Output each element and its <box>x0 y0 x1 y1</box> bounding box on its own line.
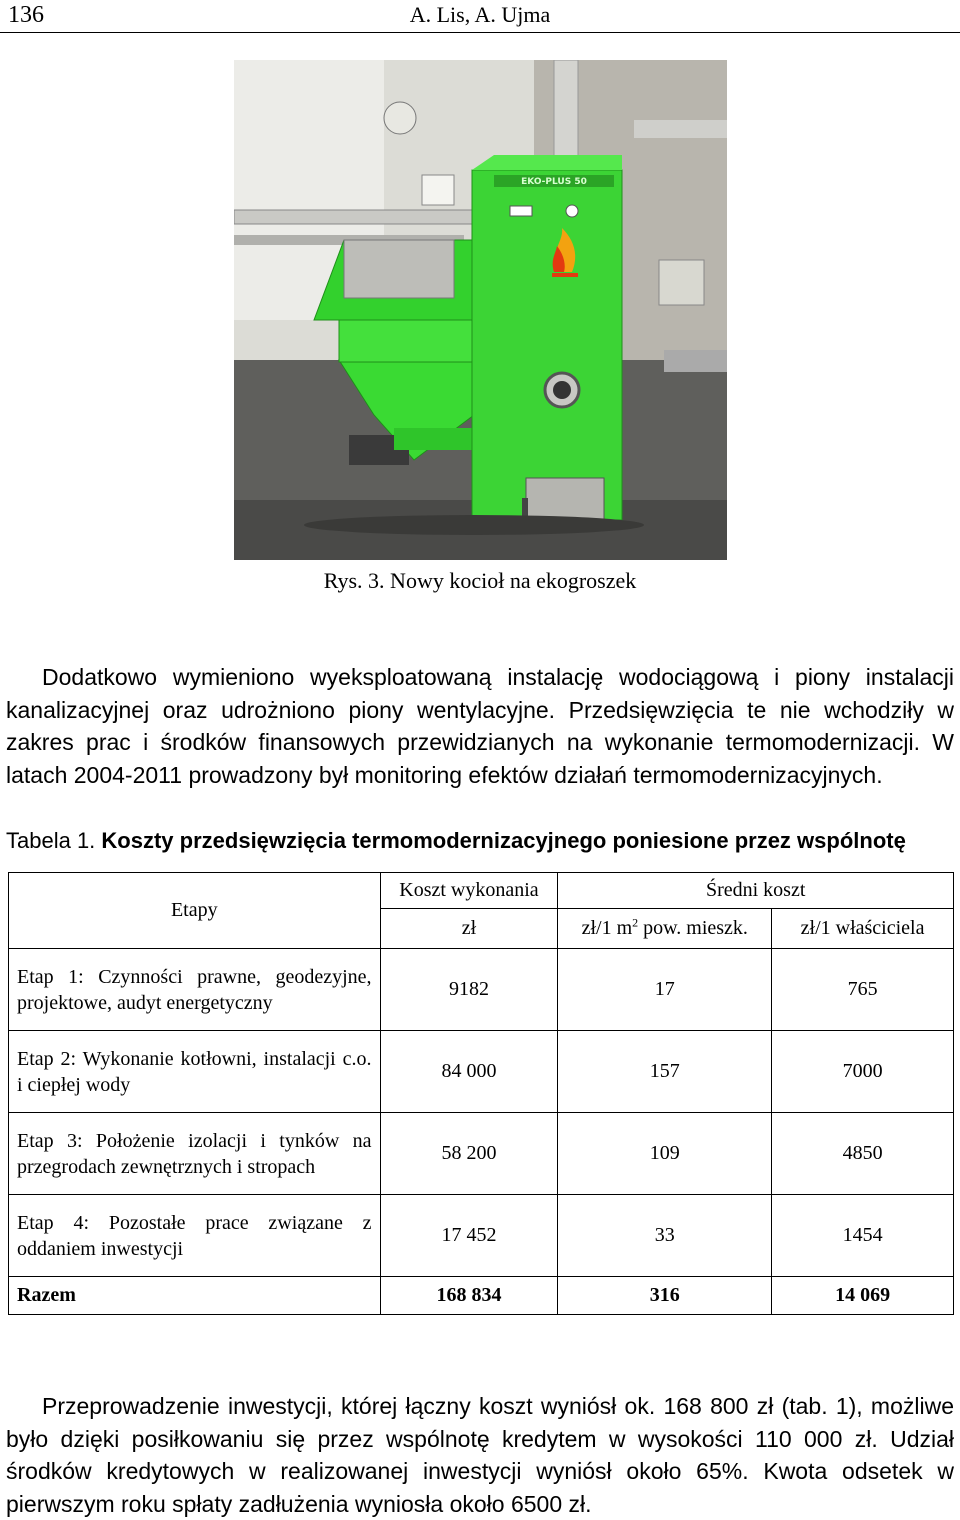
table-label: Tabela 1. <box>6 828 96 853</box>
row-per-m2: 33 <box>558 1195 772 1277</box>
row-zl: 17 452 <box>380 1195 558 1277</box>
row-per-owner: 7000 <box>772 1031 954 1113</box>
subheader-per-m2: zł/1 $m^2$ pow. mieszk. <box>558 909 772 949</box>
running-head-authors: A. Lis, A. Ujma <box>409 2 551 27</box>
table-row <box>9 1113 954 1195</box>
table-title <box>6 828 954 854</box>
total-per-owner: 14 069 <box>772 1277 954 1315</box>
row-stage: Etap 3: Położenie izolacji i tynków na przegrodach zewnętrznych i stropach <box>9 1113 381 1195</box>
row-per-m2: 109 <box>558 1113 772 1195</box>
table-title-text: Koszty przedsięwzięcia termomodernizacyjnego poniesione przez wspólnotę <box>101 828 906 853</box>
table-row <box>9 1195 954 1277</box>
page-number: 136 <box>8 2 44 28</box>
boiler-photo <box>234 60 727 560</box>
row-zl: 58 200 <box>380 1113 558 1195</box>
row-per-owner: 765 <box>772 949 954 1031</box>
table-row <box>9 1031 954 1113</box>
row-zl: 84 000 <box>380 1031 558 1113</box>
row-per-owner: 4850 <box>772 1113 954 1195</box>
header-cost-group: Koszt wykonania <box>380 873 558 909</box>
row-stage: Etap 1: Czynności prawne, geodezyjne, projektowe, audyt energetyczny <box>9 949 381 1031</box>
row-per-owner: 1454 <box>772 1195 954 1277</box>
subheader-zl: zł <box>380 909 558 949</box>
paragraph-2: Przeprowadzenie inwestycji, której łączny koszt wyniósł ok. 168 800 zł (tab. 1), możliwe było dzięki posiłkowaniu się przez wspólnotę kredytem w wysokości 110 000 zł. Udział środków kredytowych w realizowanej inwestycji wyniósł około 65%. Kwota odsetek w pierwszym roku spłaty zadłużenia wyniosła około 6500 zł. <box>6 1393 954 1517</box>
boiler-label: EKO-PLUS 50 <box>521 177 587 187</box>
figure-caption: Rys. 3. Nowy kocioł na ekogroszek <box>323 568 637 593</box>
row-per-m2: 17 <box>558 949 772 1031</box>
page-header <box>0 0 960 33</box>
table-row <box>9 949 954 1031</box>
header-avg-group: Średni koszt <box>558 873 954 909</box>
total-label: Razem <box>9 1277 381 1315</box>
row-zl: 9182 <box>380 949 558 1031</box>
cost-table <box>8 872 954 1315</box>
total-zl: 168 834 <box>380 1277 558 1315</box>
row-stage: Etap 2: Wykonanie kotłowni, instalacji c.o. i ciepłej wody <box>9 1031 381 1113</box>
total-per-m2: 316 <box>558 1277 772 1315</box>
row-stage: Etap 4: Pozostałe prace związane z oddaniem inwestycji <box>9 1195 381 1277</box>
row-per-m2: 157 <box>558 1031 772 1113</box>
subheader-per-owner: zł/1 właściciela <box>772 909 954 949</box>
table-total-row <box>9 1277 954 1315</box>
header-stages: Etapy <box>9 873 381 949</box>
paragraph-1: Dodatkowo wymieniono wyeksploatowaną instalację wodociągową i piony instalacji kanalizacyjnej oraz udrożniono piony wentylacyjne. Przedsięwzięcia te nie wchodziły w zakres prac i środków finansowych przewidzianych na wykonanie termomodernizacji. W latach 2004-2011 prowadzony był monitoring efektów działań termomodernizacyjnych. <box>6 664 954 788</box>
